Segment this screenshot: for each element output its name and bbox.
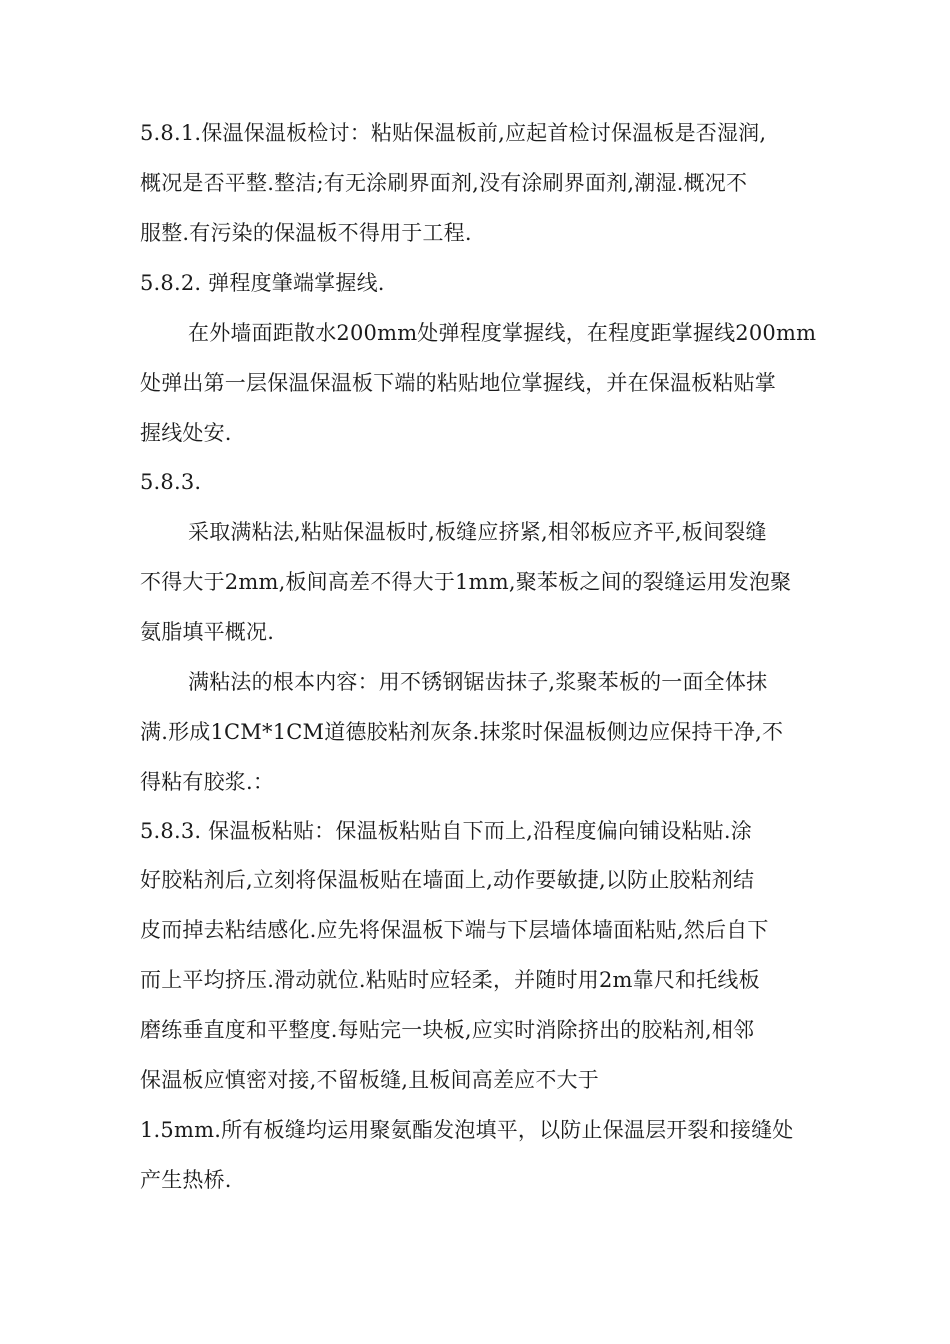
text-line: 满粘法的根本内容：用不锈钢锯齿抹子,浆聚苯板的一面全体抹 — [188, 670, 768, 694]
text-line: 5.8.2. 弹程度肇端掌握线. — [140, 271, 385, 295]
text-line: 满.形成1CM*1CM道德胶粘剂灰条.抹浆时保温板侧边应保持干净,不 — [140, 720, 784, 744]
text-line: 而上平均挤压.滑动就位.粘贴时应轻柔，并随时用2m靠尺和托线板 — [140, 968, 760, 992]
text-line: 氨脂填平概况. — [140, 620, 275, 644]
text-line: 采取满粘法,粘贴保温板时,板缝应挤紧,相邻板应齐平,板间裂缝 — [188, 520, 767, 544]
text-line: 在外墙面距散水200mm处弹程度掌握线，在程度距掌握线200mm — [188, 321, 817, 345]
text-line: 保温板应慎密对接,不留板缝,且板间高差应不大于 — [140, 1068, 599, 1092]
text-line: 皮而掉去粘结感化.应先将保温板下端与下层墙体墙面粘贴,然后自下 — [140, 918, 769, 942]
text-line: 1.5mm.所有板缝均运用聚氨酯发泡填平，以防止保温层开裂和接缝处 — [140, 1118, 794, 1142]
text-line: 好胶粘剂后,立刻将保温板贴在墙面上,动作要敏捷,以防止胶粘剂结 — [140, 868, 755, 892]
text-line: 得粘有胶浆.： — [140, 770, 275, 794]
text-line: 磨练垂直度和平整度.每贴完一块板,应实时消除挤出的胶粘剂,相邻 — [140, 1018, 755, 1042]
text-line: 概况是否平整.整洁;有无涂刷界面剂,没有涂刷界面剂,潮湿.概况不 — [140, 171, 748, 195]
text-line: 握线处安. — [140, 421, 232, 445]
text-line: 不得大于2mm,板间高差不得大于1mm,聚苯板之间的裂缝运用发泡聚 — [140, 570, 792, 594]
text-line: 5.8.3. — [140, 470, 202, 494]
text-line: 处弹出第一层保温保温板下端的粘贴地位掌握线，并在保温板粘贴掌 — [140, 371, 776, 395]
text-line: 5.8.3. 保温板粘贴：保温板粘贴自下而上,沿程度偏向铺设粘贴.涂 — [140, 819, 752, 843]
text-line: 服整.有污染的保温板不得用于工程. — [140, 221, 472, 245]
text-line: 产生热桥. — [140, 1168, 232, 1192]
text-line: 5.8.1.保温保温板检讨：粘贴保温板前,应起首检讨保温板是否湿润, — [140, 121, 767, 145]
